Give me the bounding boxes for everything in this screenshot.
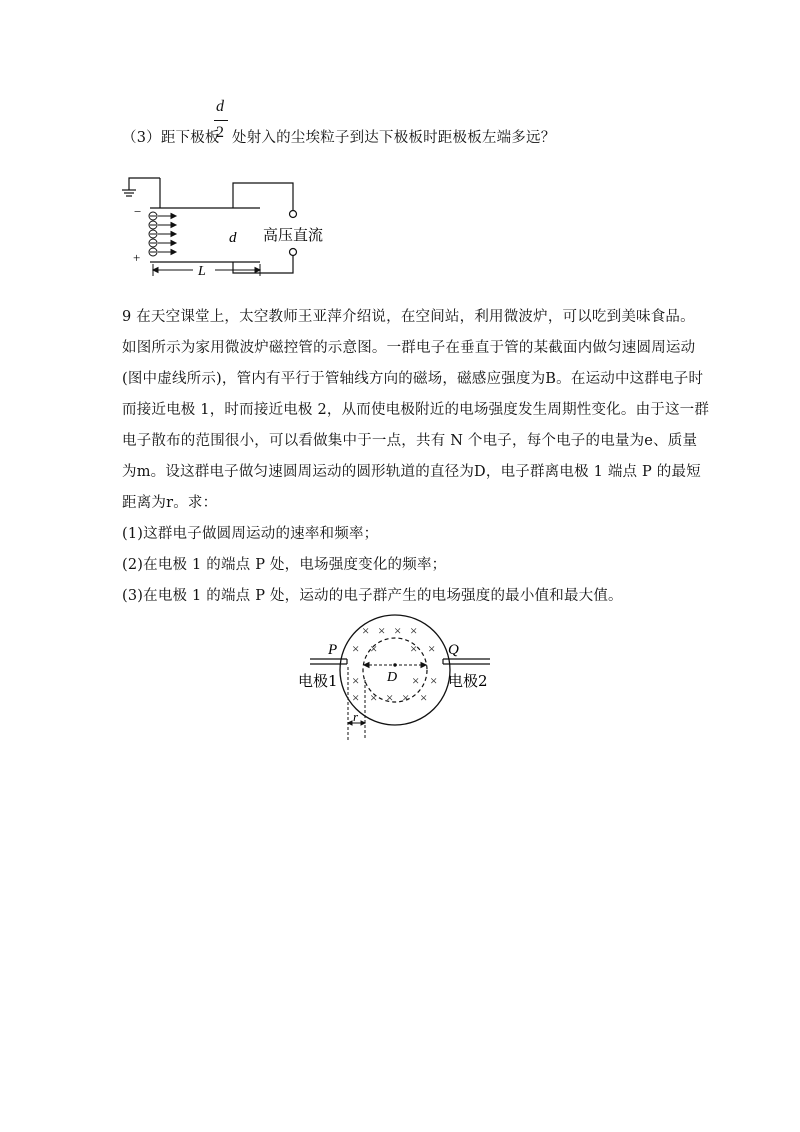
- field-cross: ×: [394, 623, 402, 638]
- field-cross: ×: [410, 623, 418, 638]
- fraction-bar: [214, 120, 228, 121]
- field-cross: ×: [362, 623, 370, 638]
- electron-row-3: [149, 230, 176, 238]
- magnetron-figure: [290, 605, 520, 745]
- problem-9-line-4: 而接近电极 1，时而接近电极 2，从而使电极附近的电场强度发生周期性变化。由于这一群: [122, 402, 710, 418]
- field-cross: ×: [352, 673, 360, 688]
- problem-9-line-6: 为m。设这群电子做匀速圆周运动的圆形轨道的直径为D，电子群离电极 1 端点 P 的最短: [122, 464, 701, 480]
- ground-icon: [122, 178, 160, 196]
- fraction-denominator: 2: [216, 124, 224, 141]
- field-cross: ×: [370, 690, 378, 705]
- field-cross: ×: [402, 690, 410, 705]
- diameter-D-label: D: [387, 670, 398, 685]
- electron-row-5: [149, 248, 176, 256]
- electron-row-4: [149, 239, 176, 247]
- length-L-label: L: [198, 264, 206, 279]
- problem-9-line-5: 电子散布的范围很小，可以看做集中于一点，共有 N 个电子，每个电子的电量为e、质量: [122, 433, 698, 449]
- point-P-label: P: [328, 642, 338, 658]
- problem-9-line-1: 9 在天空课堂上，太空教师王亚萍介绍说，在空间站，利用微波炉，可以吃到美味食品。: [122, 309, 695, 325]
- hv-dc-label: 高压直流: [263, 226, 324, 244]
- diameter-dimension: [364, 663, 426, 668]
- field-cross: ×: [352, 690, 360, 705]
- terminal-bottom: [290, 249, 297, 256]
- field-cross: ×: [352, 641, 360, 656]
- electrode-2-label: 电极2: [448, 672, 488, 690]
- plus-sign: +: [133, 250, 141, 265]
- problem-9-part-1: (1)这群电子做圆周运动的速率和频率；: [122, 526, 379, 542]
- q3-suffix: 处射入的尘埃粒子到达下极板时距极板左端多远？: [232, 130, 556, 146]
- problem-9-line-2: 如图所示为家用微波炉磁控管的示意图。一群电子在垂直于管的某截面内做匀速圆周运动: [122, 340, 696, 356]
- field-cross: ×: [386, 690, 394, 705]
- field-cross: ×: [410, 641, 418, 656]
- electron-beam: [149, 212, 176, 256]
- length-dimension: [153, 264, 260, 276]
- precipitator-figure: [115, 170, 345, 285]
- upper-wire: [233, 183, 293, 210]
- electron-row-1: [149, 212, 176, 220]
- electron-row-2: [149, 221, 176, 229]
- distance-r-label: r: [353, 709, 359, 724]
- minus-sign: −: [134, 204, 142, 219]
- electrode-1-label: 电极1: [298, 672, 338, 690]
- point-Q-label: Q: [448, 642, 459, 658]
- field-cross: ×: [378, 623, 386, 638]
- terminal-top: [290, 211, 297, 218]
- problem-9-line-3: (图中虚线所示)，管内有平行于管轴线方向的磁场，磁感应强度为B。在运动中这群电子时: [122, 371, 704, 387]
- problem-9-part-2: (2)在电极 1 的端点 P 处，电场强度变化的频率；: [122, 557, 447, 573]
- field-cross: ×: [428, 641, 436, 656]
- field-cross: ×: [430, 673, 438, 688]
- field-cross: ×: [420, 690, 428, 705]
- distance-d-label: d: [229, 230, 237, 246]
- q3-prefix: （3）距下极板: [122, 130, 220, 146]
- problem-9-line-7: 距离为r。求：: [122, 495, 218, 511]
- field-cross: ×: [412, 673, 420, 688]
- problem-9-part-3: (3)在电极 1 的端点 P 处，运动的电子群产生的电场强度的最小值和最大值。: [122, 588, 623, 604]
- field-cross: ×: [370, 641, 378, 656]
- fraction-numerator: d: [216, 98, 224, 115]
